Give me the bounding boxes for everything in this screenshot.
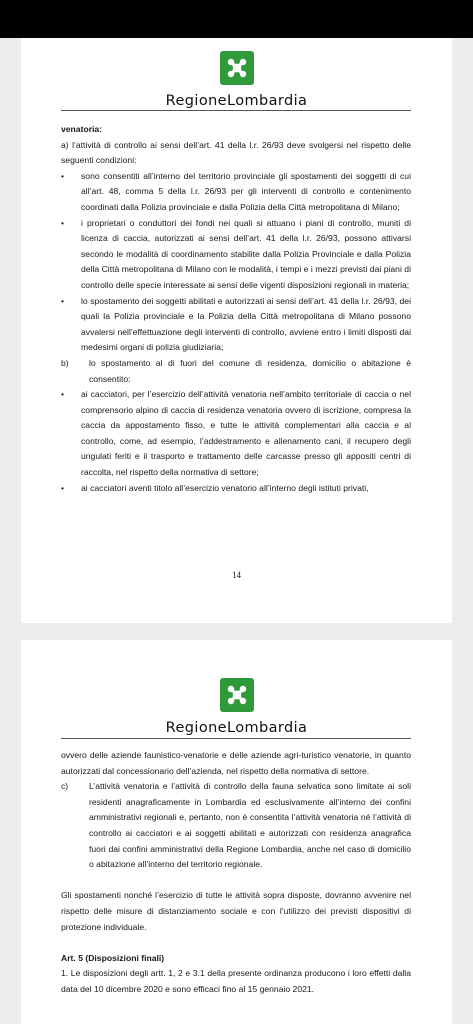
status-bar	[0, 0, 473, 38]
brand-name: RegioneLombardia	[165, 93, 308, 109]
bullet-text: ai cacciatori, per l’esercizio dell’attività venatoria nell’ambito territoriale di caccia o nel comprensorio alpino di caccia di residenza venatoria ovvero di iscrizione, compresa la caccia da appostamento fisso, e tutte le attività complementari alla caccia e al controllo, come, ad esempio, l’addestramento e allenamento cani, il recupero degli ungulati feriti e il trasporto e trattamento delle carcasse presso gli appositi centri di raccolta, nel rispetto della normativa di settore;	[81, 389, 411, 478]
item-letter: c)	[61, 781, 69, 792]
bullet-text: sono consentiti all’interno del territorio provinciale gli spostamenti dei soggetti di cui all’art. 48, comma 5 della l.r. 26/93 per gli interventi di controllo e contenimento coordinati dalla Polizia provinciale e dalla Polizia della Città metropolitana di Milano;	[81, 170, 411, 212]
brand-name: RegioneLombardia	[165, 720, 308, 736]
article-text: 1. Le disposizioni degli artt. 1, 2 e 3.1 della presente ordinanza producono i loro effetti dalla data del 10 dicembre 2020 e sono efficaci fino al 15 gennaio 2021.	[61, 968, 411, 994]
item-a: a) l’attività di controllo ai sensi dell’art. 41 della l.r. 26/93 deve svolgersi nel rispetto delle seguenti condizioni:	[61, 139, 411, 166]
item-b	[61, 356, 411, 387]
header-divider	[61, 110, 411, 111]
section-heading: venatoria:	[61, 124, 103, 134]
header-divider	[61, 738, 411, 739]
closing-paragraph: Gli spostamenti nonché l’esercizio di tutte le attività sopra disposte, dovranno avvenire nel rispetto delle misure di distanziamento sociale e con l’utilizzo dei previsti dispositivi di protezione individuale.	[61, 890, 411, 932]
list-item: • ai cacciatori, per l’esercizio dell’attività venatoria nell’ambito territoriale di caccia o nel comprensorio alpino di caccia di residenza venatoria ovvero di iscrizione, compresa la caccia da appostamento fisso, e tutte le attività complementari alla caccia e al controllo, come, ad esempio, l’addestramento e allenamento cani, il recupero degli ungulati feriti e il trasporto e trattamento delle carcasse presso gli appositi centri di raccolta, nel rispetto della normativa di settore;	[61, 387, 411, 481]
document-page-15	[21, 640, 452, 1024]
continuation-text: ovvero delle aziende faunistico-venatorie e delle aziende agri-turistico venatorie, in quanto autorizzati dal concessionario dell’azienda, nel rispetto della normativa di settore.	[61, 750, 411, 776]
rosa-camuna-icon	[220, 51, 254, 85]
item-text: L’attività venatoria e l’attività di controllo della fauna selvatica sono limitate ai soli residenti anagraficamente in Lombardia ed esclusivamente all’interno dei confini amministrativi regionali e, pertanto, non è consentita l’attività venatoria né l’attività di controllo ai cacciatori e ai soggetti abilitati e autorizzati con residenza anagrafica fuori dai confini amministrativi della Regione Lombardia, anche nel caso di domicilio o abitazione all’interno del territorio regionale.	[89, 781, 411, 870]
item-text: lo spostamento al di fuori del comune di residenza, domicilio o abitazione è consentito:	[89, 357, 411, 384]
rosa-camuna-icon	[220, 678, 254, 712]
list-item: • sono consentiti all’interno del territorio provinciale gli spostamenti dei soggetti di cui all’art. 48, comma 5 della l.r. 26/93 per gli interventi di controllo e contenimento coordinati dalla Polizia provinciale e dalla Polizia della Città metropolitana di Milano;	[61, 169, 411, 216]
page-header	[21, 678, 452, 736]
document-page-14	[21, 38, 452, 623]
item-letter: b)	[61, 357, 69, 368]
bullet-text: i proprietari o conduttori dei fondi nei quali si attuano i piani di controllo, muniti di licenza di caccia, autorizzati ai sensi dell’art. 41 della l.r. 26/93, possono attivarsi secondo le modalità di coordinamento stabilite dalla Polizia Provinciale e dalla Polizia della Città metropolitana di Milano con le modalità, i tempi e i mezzi previsti dai piani di controllo delle specie interessate ai sensi delle vigenti disposizioni regionali in materia;	[81, 217, 411, 290]
page-header	[21, 51, 452, 109]
list-item: • lo spostamento dei soggetti abilitati e autorizzati ai sensi dell’art. 41 della l.r. 26/93, dei quali la Polizia provinciale e la Polizia della Città metropolitana di Milano possono avvalersi nell’effettuazione degli interventi di controllo, avviene entro i limiti disposti dai medesimi organi di polizia giudiziaria;	[61, 294, 411, 356]
page-body	[61, 122, 411, 496]
page-body	[61, 748, 411, 998]
item-c	[61, 779, 411, 873]
article-title: Art. 5 (Disposizioni finali)	[61, 952, 165, 963]
page-number: 14	[232, 570, 241, 580]
list-item: • ai cacciatori aventi titolo all’esercizio venatorio all’interno degli istituti privati,	[61, 481, 411, 497]
bullet-text: lo spostamento dei soggetti abilitati e autorizzati ai sensi dell’art. 41 della l.r. 26/93, dei quali la Polizia provinciale e la Polizia della Città metropolitana di Milano possono avvalersi nell’effettuazione degli interventi di controllo, avviene entro i limiti disposti dai medesimi organi di polizia giudiziaria;	[81, 295, 411, 353]
list-item: • i proprietari o conduttori dei fondi nei quali si attuano i piani di controllo, muniti di licenza di caccia, autorizzati ai sensi dell’art. 41 della l.r. 26/93, possono attivarsi secondo le modalità di coordinamento stabilite dalla Polizia Provinciale e dalla Polizia della Città metropolitana di Milano con le modalità, i tempi e i mezzi previsti dai piani di controllo delle specie interessate ai sensi delle vigenti disposizioni regionali in materia;	[61, 216, 411, 294]
bullet-text: ai cacciatori aventi titolo all’esercizio venatorio all’interno degli istituti privati,	[81, 482, 369, 493]
